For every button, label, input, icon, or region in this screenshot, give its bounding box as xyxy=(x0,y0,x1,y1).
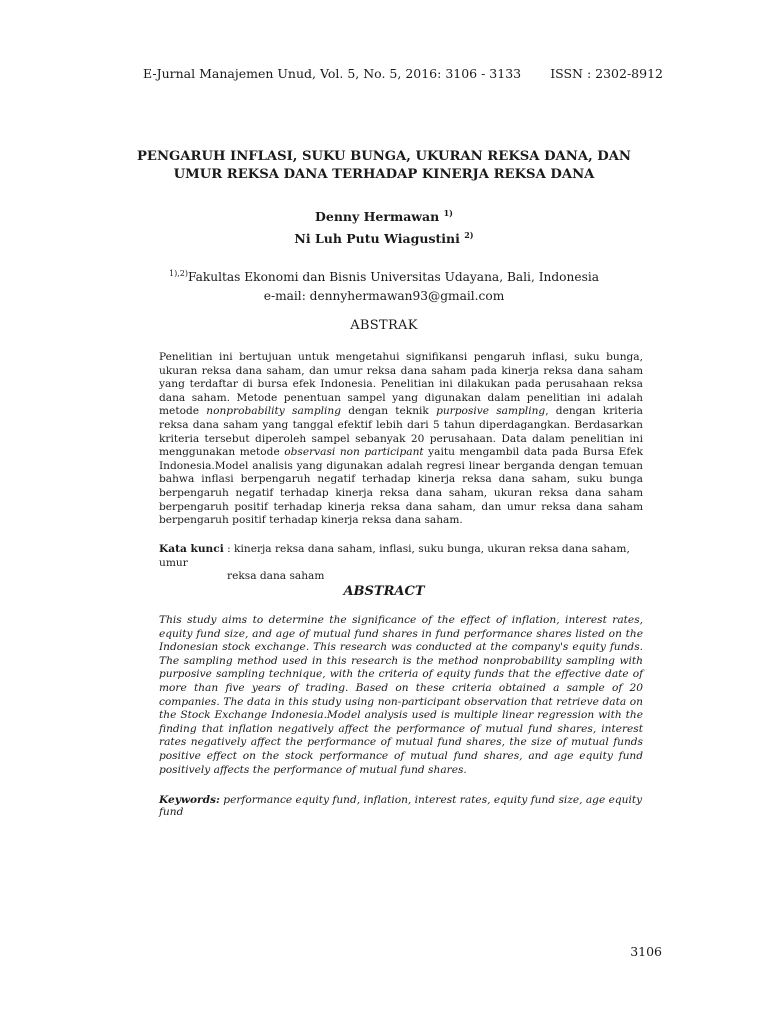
title-line-1: PENGARUH INFLASI, SUKU BUNGA, UKURAN REKSA DANA, DAN xyxy=(137,149,631,164)
abstract-heading: ABSTRACT xyxy=(343,584,425,599)
title-line-2: UMUR REKSA DANA TERHADAP KINERJA REKSA DANA xyxy=(173,167,595,182)
keywords xyxy=(159,794,643,818)
author-name: Denny Hermawan xyxy=(315,209,440,225)
kata-kunci-label: Kata kunci xyxy=(159,543,224,555)
keywords-values: performance equity fund, inflation, interest rates, equity fund size, age equity fund xyxy=(159,794,643,818)
issn: ISSN : 2302-8912 xyxy=(550,66,663,81)
kata-kunci xyxy=(159,543,643,584)
abstrak-text: , dengan kriteria reksa dana saham yang tanggal efektif lebih dari 5 tahun diperdagangkan. Berdasarkan kriteria tersebut diperoleh sampel sebanyak 20 perusahaan. Data dalam penelitian ini menggunakan metode xyxy=(159,405,643,459)
abstrak-text: yaitu mengambil data pada Bursa Efek Indonesia.Model analisis yang digunakan adalah regresi linear berganda dengan temuan bahwa inflasi berpengaruh negatif terhadap kinerja reksa dana saham, suku bunga berpengaruh negatif terhadap kinerja reksa dana saham, ukuran reksa dana saham berpengaruh positif terhadap kinerja reksa dana saham, dan umur reksa dana saham berpengaruh positif terhadap kinerja reksa dana saham. xyxy=(159,446,643,527)
abstrak-body xyxy=(159,351,643,528)
journal-citation: E-Jurnal Manajemen Unud, Vol. 5, No. 5, 2016: 3106 - 3133 xyxy=(143,66,522,81)
affiliation-text: Fakultas Ekonomi dan Bisnis Universitas Udayana, Bali, Indonesia xyxy=(187,270,599,285)
author-2 xyxy=(120,226,648,248)
running-header xyxy=(143,66,663,81)
author-name: Ni Luh Putu Wiagustini xyxy=(294,231,460,247)
affiliation xyxy=(120,264,648,306)
affiliation-mark: 1),2) xyxy=(169,269,188,278)
keywords-label: Keywords: xyxy=(159,794,220,806)
author-affiliation-mark: 1) xyxy=(443,208,453,218)
kata-kunci-values: : kinerja reksa dana saham, inflasi, suku bunga, ukuran reksa dana saham, umur xyxy=(159,543,630,569)
abstrak-heading: ABSTRAK xyxy=(350,318,418,333)
author-affiliation-mark: 2) xyxy=(464,230,474,241)
abstrak-term: nonprobability sampling xyxy=(206,405,341,418)
abstrak-text: Penelitian ini bertujuan untuk mengetahui signifikansi pengaruh inflasi, suku bunga, ukuran reksa dana saham, dan umur reksa dana saham pada kinerja reksa dana saham yang terdaftar di bursa efek Indonesia. Penelitian ini dilakukan pada perusahaan reksa dana saham. Metode penentuan sampel yang digunakan dalam penelitian ini adalah metode xyxy=(159,351,643,418)
affiliation-line xyxy=(120,264,648,287)
paper-title xyxy=(120,148,648,184)
abstract-body: This study aims to determine the significance of the effect of inflation, interest rates, equity fund size, and age of mutual fund shares in fund performance shares listed on the Indonesian stock exchange. This research was conducted at the company's equity funds. The sampling method used in this research is the method nonprobability sampling with purposive sampling technique, with the criteria of equity funds that the effective date of more than five years of trading. Based on these criteria obtained a sample of 20 companies. The data in this study using non-participant observation that retrieve data on the Stock Exchange Indonesia.Model analysis used is multiple linear regression with the finding that inflation negatively affect the performance of mutual fund shares, interest rates negatively affect the performance of mutual fund shares, the size of mutual funds positive effect on the stock performance of mutual fund shares, and age equity fund positively affects the performance of mutual fund shares. xyxy=(159,614,643,776)
abstrak-text: dengan teknik xyxy=(340,405,437,418)
author-email: e-mail: dennyhermawan93@gmail.com xyxy=(263,289,505,304)
page-number: 3106 xyxy=(630,944,662,959)
author-1 xyxy=(120,204,648,226)
kata-kunci-values-cont: reksa dana saham xyxy=(227,570,325,583)
abstrak-term: observasi non participant xyxy=(284,446,424,459)
author-list xyxy=(120,204,648,248)
abstrak-term: purposive sampling xyxy=(436,405,546,418)
